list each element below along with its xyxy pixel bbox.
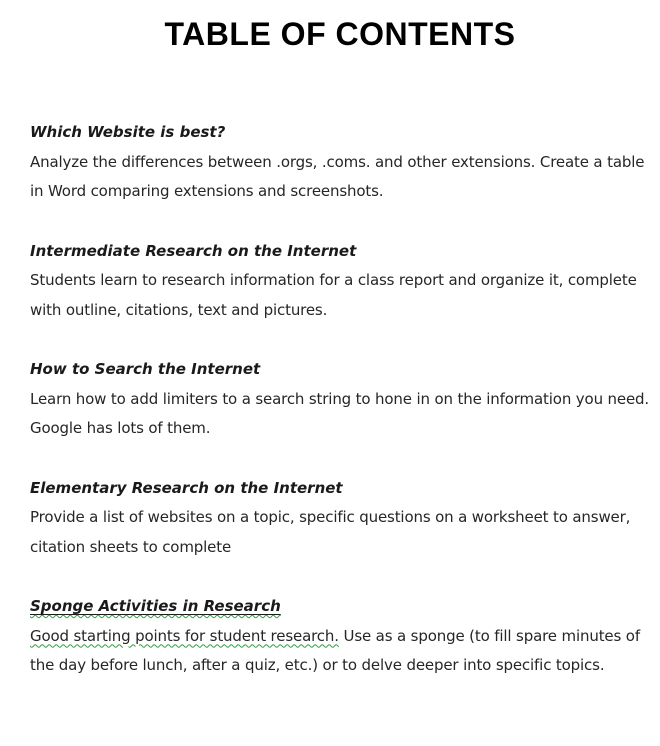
toc-entry [30, 237, 650, 326]
table-of-contents [30, 118, 650, 711]
toc-entry [30, 355, 650, 444]
toc-entry [30, 118, 650, 207]
toc-entry [30, 592, 650, 681]
toc-entry-description: Provide a list of websites on a topic, specific questions on a worksheet to answer, citation sheets to complete [30, 508, 631, 556]
toc-entry-description-lead: Good starting points for student research. [30, 626, 339, 645]
toc-entry-description: Students learn to research information for a class report and organize it, complete with outline, citations, text and pictures. [30, 271, 637, 319]
toc-entry-heading [30, 592, 650, 622]
toc-entry-heading: Elementary Research on the Internet [30, 478, 343, 497]
page-title: TABLE OF CONTENTS [164, 16, 516, 52]
toc-entry-heading: How to Search the Internet [30, 360, 261, 378]
toc-entry-description: Analyze the differences between .orgs, .coms. and other extensions. Create a table in Word comparing extensions and screenshots. [30, 152, 645, 200]
toc-entry-description: Learn how to add limiters to a search string to hone in on the information you need. Google has lots of them. [30, 389, 650, 437]
toc-entry-heading: Intermediate Research on the Internet [30, 241, 357, 260]
toc-entry-description-rest: Use as a sponge (to fill spare minutes of the day before lunch, after a quiz, etc.) or to delve deeper into specific topics. [30, 626, 640, 674]
toc-entry [30, 474, 650, 563]
toc-entry-heading-text: Sponge Activities in Research [30, 597, 281, 615]
toc-entry-heading: Which Website is best? [30, 123, 226, 141]
toc-entry-description [30, 622, 650, 681]
